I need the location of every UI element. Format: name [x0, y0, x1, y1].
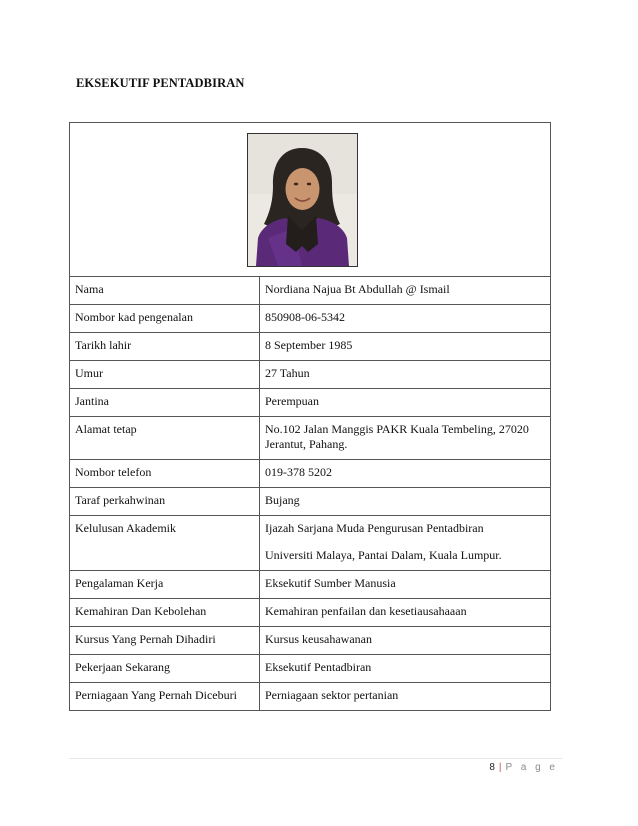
profile-photo	[247, 133, 358, 267]
row-value: Eksekutif Pentadbiran	[265, 660, 372, 674]
row-label: Taraf perkahwinan	[75, 493, 166, 507]
table-row	[70, 599, 551, 627]
row-value: 8 September 1985	[265, 338, 353, 352]
table-row	[70, 516, 551, 571]
row-label: Kursus Yang Pernah Dihadiri	[75, 632, 216, 646]
row-value: Perempuan	[265, 394, 319, 408]
row-label: Kelulusan Akademik	[75, 521, 176, 535]
table-row	[70, 683, 551, 711]
row-value: Bujang	[265, 493, 300, 507]
table-row	[70, 305, 551, 333]
row-label: Kemahiran Dan Kebolehan	[75, 604, 207, 618]
row-value: 27 Tahun	[265, 366, 310, 380]
row-value: Ijazah Sarjana Muda Pengurusan Pentadbiran	[265, 521, 484, 535]
portrait-illustration	[248, 134, 357, 266]
table-row	[70, 361, 551, 389]
table-row	[70, 571, 551, 599]
page-heading: EKSEKUTIF PENTADBIRAN	[76, 76, 245, 90]
table-row	[70, 627, 551, 655]
row-value: 019-378 5202	[265, 465, 332, 479]
photo-cell	[70, 123, 551, 277]
profile-table	[69, 122, 551, 711]
table-row	[70, 460, 551, 488]
row-label: Pekerjaan Sekarang	[75, 660, 170, 674]
row-value: Kemahiran penfailan dan kesetiausahaaan	[265, 604, 467, 618]
footer-divider	[69, 758, 562, 759]
table-row	[70, 488, 551, 516]
row-label: Tarikh lahir	[75, 338, 132, 352]
row-label: Nombor kad pengenalan	[75, 310, 193, 324]
row-value: Nordiana Najua Bt Abdullah @ Ismail	[265, 282, 450, 296]
page-label: P a g e	[505, 762, 558, 773]
page-number: 8	[489, 762, 495, 773]
row-label: Alamat tetap	[75, 422, 137, 436]
row-value: No.102 Jalan Manggis PAKR Kuala Tembeling, 27020 Jerantut, Pahang.	[265, 422, 529, 451]
row-value: Kursus keusahawanan	[265, 632, 372, 646]
table-row	[70, 389, 551, 417]
page-footer	[489, 762, 558, 773]
footer-separator: |	[498, 762, 502, 773]
row-label: Pengalaman Kerja	[75, 576, 164, 590]
row-value: Perniagaan sektor pertanian	[265, 688, 399, 702]
table-row	[70, 333, 551, 361]
row-label: Nama	[75, 282, 104, 296]
row-value: Eksekutif Sumber Manusia	[265, 576, 396, 590]
row-value: 850908-06-5342	[265, 310, 345, 324]
row-label: Jantina	[75, 394, 109, 408]
table-row	[70, 655, 551, 683]
table-row	[70, 417, 551, 460]
row-label: Nombor telefon	[75, 465, 152, 479]
row-label: Umur	[75, 366, 103, 380]
table-row	[70, 277, 551, 305]
row-value-secondary: Universiti Malaya, Pantai Dalam, Kuala Lumpur.	[265, 548, 502, 562]
row-label: Perniagaan Yang Pernah Diceburi	[75, 688, 237, 702]
